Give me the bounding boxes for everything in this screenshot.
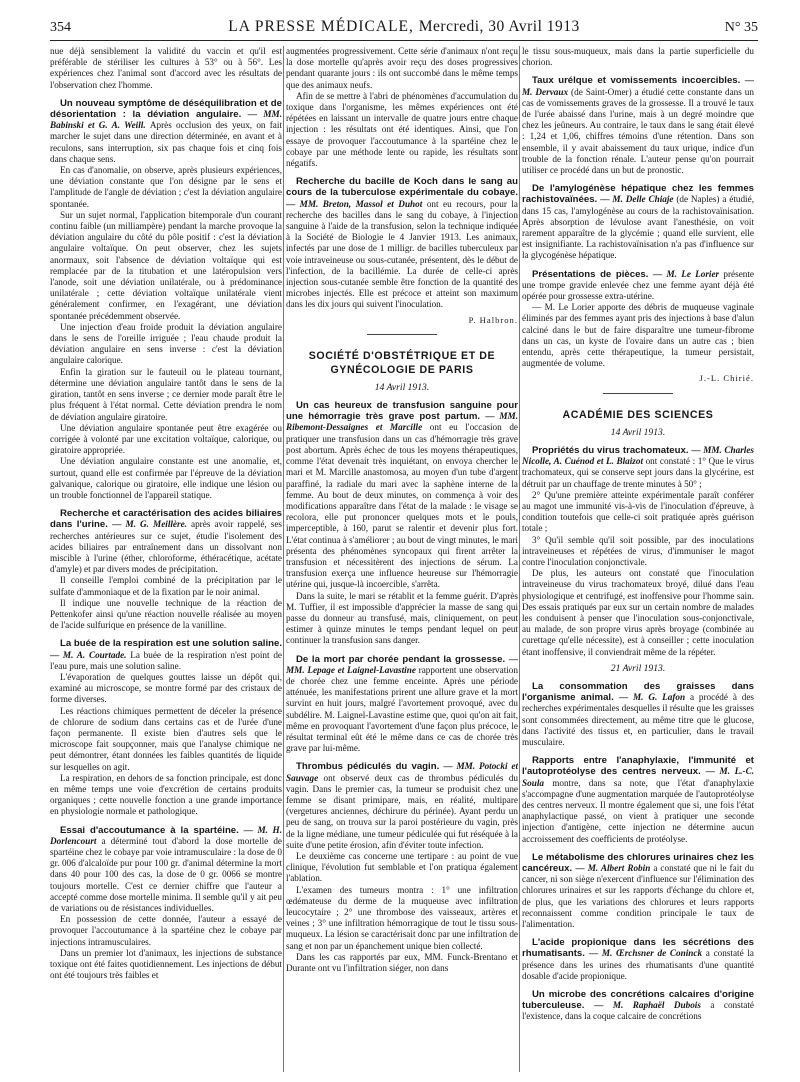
- article-lead: [522, 269, 754, 303]
- article-lead: [522, 445, 754, 490]
- article-paragraph: Une injection d'eau froide produit la déviation angulaire dans le sens de l'oreille irriguée ; l'eau chaude produit la déviation angulaire en sens inverse : c'est la déviation angulaire calorique.: [50, 321, 282, 366]
- article-paragraph: Il indique une nouvelle technique de la réaction de Pettenkofer ainsi qu'une réaction nouvelle réalisée au moyen de l'acide sulfurique en présence de la vanilline.: [50, 597, 282, 631]
- section-date: 21 Avril 1913.: [610, 662, 666, 674]
- article: [522, 681, 754, 748]
- article-paragraph: Dans un premier lot d'animaux, les injections de substance toxique ont été faites quotidiennement. Les injections de début ont été toujours très faibles et: [50, 947, 282, 981]
- article: [522, 755, 754, 845]
- article-paragraph: L'examen des tumeurs montra : 1° une infiltration œdémateuse du derme de la muqueuse avec infiltration leucocytaire ; 2° une thrombose des vaisseaux, artères et veines ; 3° une infiltration hémorragique de tout le tissu sous-muqueux. La lésion se caractérisait donc par une infiltration de sang et non par un épanchement unique bien collecté.: [286, 884, 518, 951]
- article-lead: [522, 755, 754, 845]
- article: [522, 269, 754, 370]
- article-paragraph: — M. Le Lorier apporte des débris de muqueuse vaginale éliminés par des femmes ayant pris des injections à base d'alun calciné dans le but de faire disparaître une tumeur-fibrome dans un cas, un kyste de l'ovaire dans un autre cas ; bien entendu, après cette thérapeutique, la tumeur persistait, augmentée de volume.: [522, 302, 754, 369]
- article-title: Un cas heureux de transfusion sanguine pour une hémorragie très grave post partum.: [286, 400, 518, 423]
- article-authors: — MM. Lepage et Laignel-Lavastine: [286, 653, 518, 675]
- article-lead: [50, 638, 282, 672]
- article-title: Le métabolisme des chlorures urinaires chez les cancéreux.: [522, 851, 754, 874]
- article-authors: — MM. Ribemont-Dessaignes et Marcille: [286, 411, 518, 433]
- article-title: La consommation des graisses dans l'organisme animal.: [522, 680, 754, 704]
- article-text: ont observé deux cas de thrombus pédiculés du vagin. Dans le premier cas, la tumeur se produisit chez une femme se disant primipare, mais, en réalité, multipare (vergetures anciennes, déchirure du périnée). Ayant perdu un peu de sang, on trouva sur la paroi postérieure du vagin, près de la ligne médiane, une tumeur pédiculée qui fut réséquée à la suite d'une petite érosion, afin d'éviter toute infection.: [286, 772, 518, 850]
- article: [286, 654, 518, 755]
- article-text: ont constaté : 1° Que le virus trachomateux, qui se conserve sept jours dans la glycérine, est détruit par un chauffage de trente minutes à 50° ;: [522, 456, 754, 489]
- intro-paragraph: augmentées progressivement. Cette série d'animaux n'ont reçu la dose mortelle qu'après avoir reçu des doses progressives pendant quarante jours : ils ont succombé dans le même temps que des animaux neufs.: [286, 46, 518, 90]
- article-title: Taux urélque et vomissements incoercibles.: [532, 75, 745, 87]
- article-paragraph: De plus, les auteurs ont constaté que l'inoculation intraveineuse du virus trachomateux broyé, dilué dans l'eau physiologique et centrifugé, est inoffensive pour l'homme sain. Des essais pratiqués par eux sur un certain nombre de malades les conduisent à penser que l'inoculation sous-conjonctivale, au malade, de son propre virus après broyage (combinée au curettage qu'elle nécessite), est à conseiller ; cette inoculation étant inoffensive, il conviendrait même de la répéter.: [522, 568, 754, 657]
- signature: P. Halbron.: [468, 314, 518, 325]
- article-paragraph: En cas d'anomalie, on observe, après plusieurs expériences, une déviation constante que l'on désigne par le sens et l'amplitude de l'angle de déviation ; c'est la déviation angulaire spontanée.: [50, 165, 282, 209]
- article-text: (de Naples) a étudié, dans 15 cas, l'amylogénèse au cours de la rachistovaïnisation. Après absorption de lévulose avant l'anesthésie, on voit rarement apparaître de la glycémie ; quand elle survient, elle est insignifiante. La rachistovaïnisation n'a pas d'influence sur la glycogénèse hépatique.: [522, 194, 754, 261]
- article-paragraph: Le deuxième cas concerne une tertipare : au point de vue clinique, l'évolution fut semblable et l'on pratiqua également l'ablation.: [286, 851, 518, 884]
- article: [522, 937, 754, 982]
- article: [522, 183, 754, 261]
- issue-date: Mercredi, 30 Avril 1913: [418, 18, 580, 35]
- section-title: SOCIÉTÉ D'OBSTÉTRIQUE ET DE GYNÉCOLOGIE DE PARIS: [308, 349, 496, 376]
- article: [286, 400, 518, 646]
- article-title: Propriétés du virus trachomateux.: [532, 444, 692, 456]
- article-authors: — M. Œrchsner de Coninck: [588, 948, 706, 959]
- article-authors: — M. Albert Robin: [575, 863, 654, 873]
- article-authors: — M. G. Meillère.: [112, 519, 192, 530]
- article-lead: [286, 176, 518, 310]
- article-list: [522, 681, 754, 1023]
- article-lead: [286, 654, 518, 755]
- article-text: a constaté l'existence, dans la coque calcaire de concrétions: [522, 1000, 754, 1022]
- article-title: La buée de la respiration est une solution saline.: [60, 638, 282, 650]
- article-authors: — M. A. Courtade.: [50, 649, 131, 660]
- article-paragraph: Une déviation angulaire constante est une anomalie, et, surtout, quand elle est confirmée par l'épreuve de la déviation galvanique, calorique ou giratoire, elle indique une lésion ou un trouble fonctionnel de l'appareil statique.: [50, 456, 282, 500]
- article: [286, 176, 518, 310]
- issue-number: N° 35: [724, 20, 758, 35]
- article-text: a procédé à des recherches expérimentales desquelles il résulte que les graisses sont consommées directement, au même titre que le glucose, dans l'activité des tissus et, en particulier, dans le travail musculaire.: [522, 692, 754, 747]
- article-paragraph: Sur un sujet normal, l'application bitemporale d'un courant continu faible (un milliampère) pendant la marche provoque la déviation angulaire du côté du pôle positif : c'est la déviation angulaire voltaïque. On peut observer, chez les sujets anormaux, soit l'absence de déviation voltaïque qui est remplacée par de la titubation et une latéropulsion vers l'anode, soit une déviation unilatérale, ou à prédominance unilatérale ; cette déviation voltaïque unilatérale vient généralement confirmer, en l'exagérant, une déviation spontanée précédemment observée.: [50, 209, 282, 321]
- article-text: présente une trompe gravide enlevée chez une femme ayant déjà été opérée pour grossesse extra-utérine.: [522, 268, 754, 302]
- article-title: Présentations de pièces.: [532, 268, 654, 280]
- article: [286, 761, 518, 974]
- article-authors: — M. Le Lorier: [653, 268, 724, 279]
- article-lead: [50, 98, 282, 165]
- article-lead: [286, 761, 518, 851]
- article: [50, 825, 282, 982]
- article-authors: — MM. Charles Nicolle, A. Cuénod et L. Blaizot: [522, 444, 754, 467]
- article: [522, 75, 754, 176]
- page-header: [50, 18, 758, 40]
- article-list: [50, 98, 282, 982]
- header-rule: [50, 40, 758, 41]
- article-title: Un nouveau symptôme de déséquilibration et de désorientation : la déviation angulaire.: [50, 97, 282, 121]
- article-authors: — M. Dervaux: [522, 75, 754, 97]
- article-list: [522, 445, 754, 658]
- article-title: Recherche et caractérisation des acides biliaires dans l'urine.: [50, 508, 282, 531]
- article-lead: [522, 681, 754, 748]
- section-date: 14 Avril 1913.: [610, 426, 666, 438]
- page-number: 354: [50, 20, 71, 35]
- column-2: [286, 46, 518, 1076]
- article-lead: [286, 400, 518, 590]
- article-title: Thrombus pédiculés du vagin.: [296, 761, 444, 773]
- article-authors: — M. Raphaël Dubois: [594, 1000, 711, 1011]
- section-rule: [367, 334, 437, 335]
- article: [522, 989, 754, 1023]
- journal-name: LA PRESSE MÉDICALE,: [228, 18, 414, 35]
- intro-paragraph: Afin de se mettre à l'abri de phénomènes d'accumulation du toxique dans l'organisme, les mêmes expériences ont été répétées en laissant un intervalle de quatre jours entre chaque injection : les résultats ont été identiques. Ainsi, que l'on essaye de provoquer l'accoutumance à la spartéine chez le cobaye par une méthode lente ou rapide, les résultats sont négatifs.: [286, 90, 518, 169]
- article-text: (de Saint-Omer) a étudié cette constante dans un cas de vomissements graves de la grossesse. Il a trouvé le taux de l'urée abaissé dans l'urine, mais à un degré moindre que chez les jeûneurs. Au contraire, le taux dans le sang était élevé : 1,24 et 1,06, chiffres témoins d'une rétention. Dans son ensemble, il y avait abaissement du taux urique, indice d'un trouble de la fonction rénale. L'auteur pense qu'on pourrait utiliser ce procédé dans un but de pronostic.: [522, 86, 754, 176]
- article-text: Après occlusion des yeux, on fait marcher le sujet dans une direction déterminée, en avant et à reculons, sans interruption, six pas chaque fois et cinq fois dans chaque sens.: [50, 120, 282, 164]
- article-list: [286, 176, 518, 310]
- article-title: Recherche du bacille de Koch dans le sang au cours de la tuberculose expérimentale du cobaye.: [286, 176, 518, 199]
- article-lead: [50, 508, 282, 575]
- article: [50, 638, 282, 817]
- article-text: a déterminé tout d'abord la dose mortelle de spartéine chez le cobaye par voie intramusculaire : la dose de 0 gr. 006 d'alcaloïde pur pour 100 gr. d'animal détermine la mort dans 40 pour 100 des cas, la dose de 0 gr. 0066 se montre toujours mortelle. C'est ce dernier chiffre que l'auteur a accepté comme dose mortelle minima. Il semble qu'il y ait peu de variations ou de résistances individuelles.: [50, 835, 282, 914]
- article-lead: [50, 825, 282, 915]
- article-text: a constaté la présence dans les urines des rhumatisants d'une quantité dosable d'acide propionique.: [522, 948, 754, 981]
- article-paragraph: Dans la suite, le mari se rétablit et la femme guérit. D'après M. Tuffier, il est impossible d'apprécier la masse de sang qui passe du donneur au transfusé, mais, cliniquement, on peut estimer à quinze minutes le temps pendant lequel on peut continuer la transfusion sans danger.: [286, 590, 518, 646]
- article-lead: [522, 183, 754, 261]
- article-lead: [522, 937, 754, 982]
- article-lead: [522, 852, 754, 930]
- column-1: [50, 46, 282, 1076]
- article-authors: — MM. Breton, Massol et Duhot: [286, 198, 427, 209]
- article-title: Rapports entre l'anaphylaxie, l'immunité et l'autoprotéolyse des centres nerveux.: [522, 755, 754, 778]
- article-title: De la mort par chorée pendant la grossesse.: [296, 653, 509, 665]
- article-paragraph: Une déviation angulaire spontanée peut être exagérée ou corrigée à volonté par une excitation voltaïque, calorique, ou giratoire appropriée.: [50, 422, 282, 456]
- article-list: [522, 75, 754, 369]
- article-text: ont eu recours, pour la recherche des bacilles dans le sang du cobaye, à l'injection sanguine à l'aide de la transfusion, selon la technique indiquée à la Société de Biologie le 4 Janvier 1913. Les animaux, infectés par une dose de 1 milligr. de bacilles tuberculeux par voie intraveineuse ou sous-cutanée, présentent, dès le début de l'infection, de la bacillémie. La durée de celle-ci après injection sous-cutanée semble être fonction de la quantité des microbes injectés. Elle est précoce et atteint son maximum dans les dix jours qui suivent l'inoculation.: [286, 198, 518, 310]
- article-lead: [522, 989, 754, 1023]
- article-authors: — M. G. Lafon: [618, 692, 690, 703]
- article-paragraph: L'évaporation de quelques gouttes laisse un dépôt qui, examiné au microscope, se montre formé par des cristaux de forme diverses.: [50, 671, 282, 705]
- article-paragraph: 2° Qu'une première atteinte expérimentale paraît conférer au magot une immunité vis-à-vis de l'inoculation d'épreuve, à condition toutefois que celle-ci soit pratiquée après guérison totale ;: [522, 489, 754, 534]
- signature: J.-L. Chirié.: [699, 373, 754, 384]
- article-paragraph: En possession de cette donnée, l'auteur a essayé de provoquer l'accoutumance à la spartéine chez le cobaye par injections intramusculaires.: [50, 914, 282, 947]
- article-authors: — M. L.-C. Soula: [522, 766, 754, 788]
- article-text: rapportent une observation de chorée chez une femme enceinte. Après une période atténuée, les manifestations prirent une allure grave et la mort survint en huit jours, malgré l'avortement provoqué, avec du subdélire. M. Laignel-Lavastine estime que, quoi qu'on ait fait, même en provoquant l'avortement d'une façon plus précoce, le résultat terminal eût été le même dans ce cas de chorée très grave par lui-même.: [286, 664, 518, 754]
- article-title: De l'amylogénèse hépatique chez les femmes rachistovaïnées.: [522, 183, 754, 206]
- article-paragraph: Il conseille l'emploi combiné de la précipitation par le sulfate d'ammoniaque et de la fixation par le noir animal.: [50, 575, 282, 597]
- intro-paragraph: nue déjà sensiblement la validité du vaccin et qu'il est préférable de stériliser les cultures à 53° ou à 56°. Les expériences chez l'animal sont d'accord avec les résultats de l'observation chez l'homme.: [50, 46, 282, 90]
- article-title: Un microbe des concrétions calcaires d'origine tuberculeuse.: [522, 989, 754, 1012]
- article-authors: — MM. Babinski et G. A. Weill.: [50, 109, 282, 131]
- journal-title: [50, 18, 758, 36]
- article-text: ont eu l'occasion de pratiquer une transfusion dans un cas d'hémorragie très grave post abortum. Après échec de tous les moyens thérapeutiques, comme l'état devenait très inquiétant, on envoya chercher le mari et M. Marcille anastomosa, au moyen d'un tube d'argent paraffiné, la radiale du mari avec la saphène interne de la femme. Au bout de deux minutes, on commença à voir des modifications apparaître dans l'état de la malade : le visage se recolora, elle put prononcer quelques mots et le pouls, imperceptible, à 160, parut se ralentir et devenir plus fort. L'état continua à s'améliorer ; au bout de vingt minutes, le mari présenta des phénomènes syncopaux qui firent arrêter la transfusion et nécessitèrent des injections de sérum. La transfusion exerça une influence heureuse sur l'hémorragie utérine qui, jusque-là incoercible, s'arrêta.: [286, 422, 518, 590]
- article-text: a constaté que ni le fait du cancer, ni son siège n'exercent d'influence sur l'élimination des chlorures urinaires et sur les rapports d'échange du chlore et, de plus, que les variations des chlorures et leurs rapports reconnaissent comme condition principale le taux de l'alimentation.: [522, 863, 754, 930]
- article-paragraph: La respiration, en dehors de sa fonction principale, est donc en même temps une voie d'excrétion de certains produits organiques ; cette nouvelle fonction a une grande importance en physiologie normale et pathologique.: [50, 772, 282, 817]
- article-title: L'acide propionique dans les sécrétions des rhumatisants.: [522, 937, 754, 960]
- column-3: [522, 46, 754, 1076]
- article-authors: — MM. Potocki et Sauvage: [286, 761, 518, 783]
- article-text: après avoir rappelé, ses recherches antérieures sur ce sujet, étudie l'isolement des acides biliaires par entraînement dans un dissolvant non miscible à l'urine (éther, chloroforme, éthéracétique, acétate d'amyle) et par divers modes de précipitation.: [50, 519, 282, 575]
- column-divider: [519, 46, 520, 1072]
- intro-paragraph: le tissu sous-muqueux, mais dans la partie superficielle du chorion.: [522, 46, 754, 68]
- article-title: Essai d'accoutumance à la spartéine.: [60, 824, 244, 836]
- article: [522, 445, 754, 658]
- article-authors: — M. H. Dorlencourt: [50, 824, 282, 846]
- article-lead: [522, 75, 754, 176]
- article-paragraph: Les réactions chimiques permettent de déceler la présence de chlorure de sodium dans certains cas et de l'urée d'une façon permanente. Il existe bien d'autres sels que le microscope fait soupçonner, mais que l'analyse chimique ne peut démontrer, étant données les faibles quantités de liquide sur lesquelles on agit.: [50, 705, 282, 772]
- column-divider: [283, 46, 284, 1072]
- article-text: montre, dans sa note, que l'état d'anaphylaxie s'accompagne d'une augmentation marquée de l'autoprotéolyse des centres nerveux. Il montre également que si, une fois l'état anaphylactique passé, on vient à pratiquer une seconde injection d'antigène, cette injection ne détermine aucun accroissement des coefficients de protéolyse.: [522, 777, 754, 844]
- article-authors: — M. Delle Chiaje: [600, 194, 677, 205]
- article-text: La buée de la respiration n'est point de l'eau pure, mais une solution saline.: [50, 649, 282, 671]
- section-date: 14 Avril 1913.: [374, 381, 430, 393]
- article: [50, 508, 282, 631]
- section-title: ACADÉMIE DES SCIENCES: [562, 408, 714, 421]
- article: [522, 852, 754, 930]
- article-paragraph: Enfin la giration sur le fauteuil ou le plateau tournant, détermine une déviation angulaire tantôt dans le sens de la giration, tantôt en sens inverse ; ce dernier mode paraît être le plus fréquent à l'état normal. Cette déviation prendra le nom de déviation angulaire giratoire.: [50, 366, 282, 422]
- section-rule: [603, 393, 673, 394]
- article-list: [286, 400, 518, 974]
- article-paragraph: 3° Qu'il semble qu'il soit possible, par des inoculations intraveineuses et répétées de virus, d'immuniser le magot contre l'inoculation conjonctivale.: [522, 534, 754, 567]
- article: [50, 98, 282, 501]
- article-paragraph: Dans les cas rapportés par eux, MM. Funck-Brentano et Durante ont vu l'infiltration siéger, non dans: [286, 951, 518, 974]
